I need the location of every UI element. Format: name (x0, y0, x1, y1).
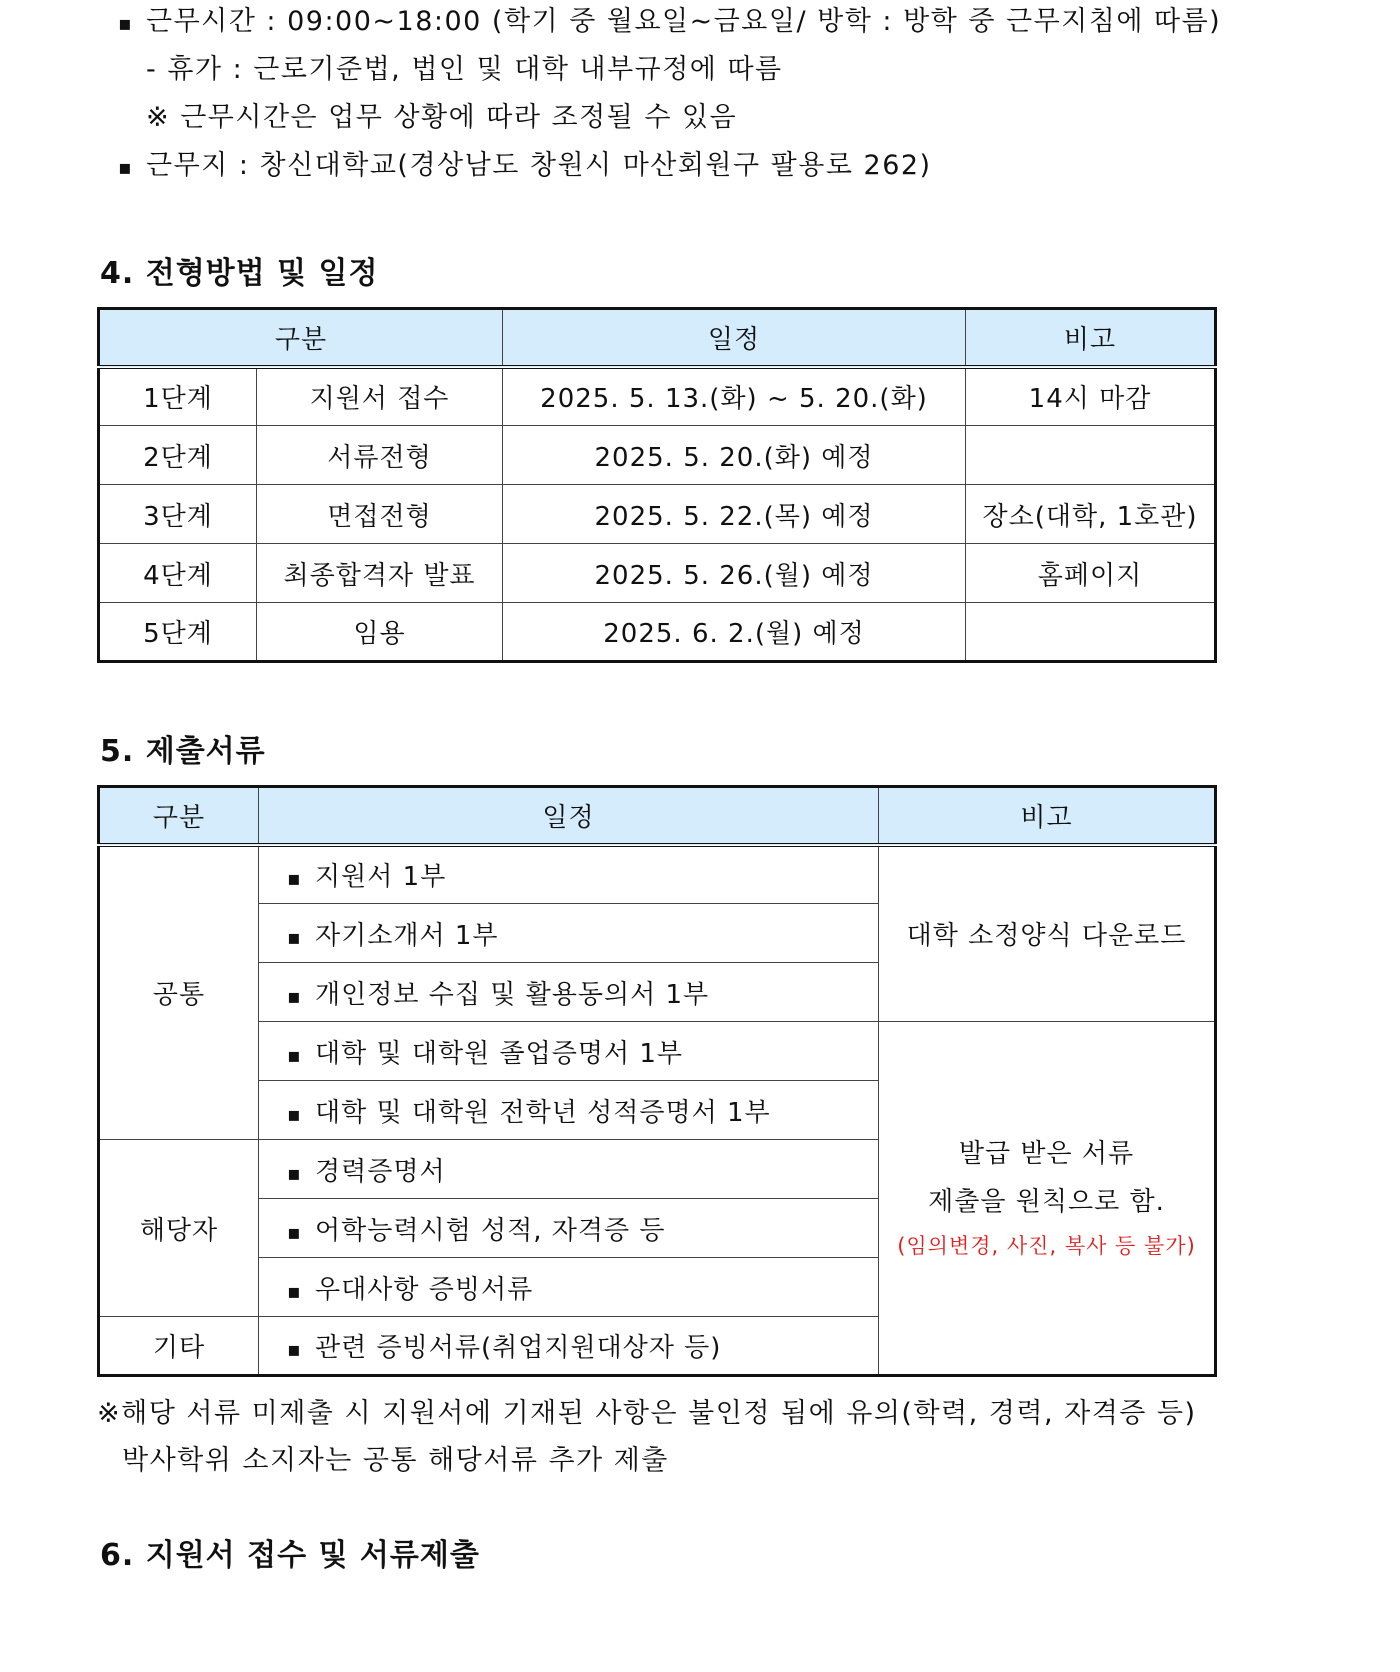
schedule-date: 2025. 5. 26.(월) 예정 (503, 544, 966, 603)
schedule-row (99, 426, 1216, 485)
schedule-note: 장소(대학, 1호관) (966, 485, 1216, 544)
schedule-date: 2025. 5. 22.(목) 예정 (503, 485, 966, 544)
documents-row (99, 1022, 1216, 1081)
schedule-date: 2025. 5. 13.(화) ~ 5. 20.(화) (503, 367, 966, 426)
work-hours: ▪ 근무시간 : 09:00~18:00 (학기 중 월요일~금요일/ 방학 : 방학 중 근무지침에 따름) (118, 4, 1221, 41)
footnote-2: 박사학위 소지자는 공통 해당서류 추가 제출 (122, 1445, 669, 1476)
schedule-name: 면접전형 (257, 485, 503, 544)
schedule-stage: 4단계 (99, 544, 257, 603)
schedule-stage: 1단계 (99, 367, 257, 426)
note-issued-line-2: 제출을 원칙으로 함. (928, 1187, 1165, 1217)
schedule-row (99, 544, 1216, 603)
schedule-name: 최종합격자 발표 (257, 544, 503, 603)
work-location: ▪ 근무지 : 창신대학교(경상남도 창원시 마산회원구 팔용로 262) (118, 148, 932, 185)
document-item: ▪ 어학능력시험 성적, 자격증 등 (259, 1199, 879, 1258)
schedule-header-category: 구분 (99, 309, 503, 367)
documents-header-note: 비고 (879, 787, 1216, 845)
group-common: 공통 (99, 845, 259, 1140)
documents-table (97, 785, 1217, 1377)
section-6-title: 6. 지원서 접수 및 서류제출 (100, 1538, 480, 1573)
schedule-stage: 5단계 (99, 603, 257, 662)
note-issued (879, 1022, 1216, 1376)
schedule-name: 서류전형 (257, 426, 503, 485)
schedule-note (966, 603, 1216, 662)
document-item: ▪ 대학 및 대학원 전학년 성적증명서 1부 (259, 1081, 879, 1140)
document-item: ▪ 자기소개서 1부 (259, 904, 879, 963)
work-leave: - 휴가 : 근로기준법, 법인 및 대학 내부규정에 따름 (146, 54, 783, 85)
documents-header-category: 구분 (99, 787, 259, 845)
schedule-date: 2025. 6. 2.(월) 예정 (503, 603, 966, 662)
work-note: ※ 근무시간은 업무 상황에 따라 조정될 수 있음 (146, 102, 738, 133)
schedule-note (966, 426, 1216, 485)
note-issued-line-1: 발급 받은 서류 (958, 1139, 1135, 1169)
schedule-table (97, 307, 1217, 663)
schedule-date: 2025. 5. 20.(화) 예정 (503, 426, 966, 485)
schedule-name: 임용 (257, 603, 503, 662)
schedule-header-note: 비고 (966, 309, 1216, 367)
schedule-name: 지원서 접수 (257, 367, 503, 426)
schedule-row (99, 603, 1216, 662)
schedule-row (99, 485, 1216, 544)
document-item: ▪ 지원서 1부 (259, 845, 879, 904)
document-item: ▪ 대학 및 대학원 졸업증명서 1부 (259, 1022, 879, 1081)
schedule-stage: 3단계 (99, 485, 257, 544)
group-other: 기타 (99, 1317, 259, 1376)
schedule-stage: 2단계 (99, 426, 257, 485)
schedule-note: 홈페이지 (966, 544, 1216, 603)
schedule-row (99, 367, 1216, 426)
document-item: ▪ 관련 증빙서류(취업지원대상자 등) (259, 1317, 879, 1376)
documents-header-items: 일정 (259, 787, 879, 845)
note-download: 대학 소정양식 다운로드 (879, 845, 1216, 1022)
schedule-note: 14시 마감 (966, 367, 1216, 426)
document-item: ▪ 개인정보 수집 및 활용동의서 1부 (259, 963, 879, 1022)
section-4-title: 4. 전형방법 및 일정 (100, 256, 379, 291)
note-issued-warning: (임의변경, 사진, 복사 등 불가) (897, 1234, 1196, 1258)
document-item: ▪ 경력증명서 (259, 1140, 879, 1199)
documents-row (99, 845, 1216, 904)
section-5-title: 5. 제출서류 (100, 734, 266, 769)
document-item: ▪ 우대사항 증빙서류 (259, 1258, 879, 1317)
schedule-header-date: 일정 (503, 309, 966, 367)
group-applicable: 해당자 (99, 1140, 259, 1317)
footnote-1: ※해당 서류 미제출 시 지원서에 기재된 사항은 불인정 됨에 유의(학력, 경력, 자격증 등) (97, 1398, 1197, 1429)
